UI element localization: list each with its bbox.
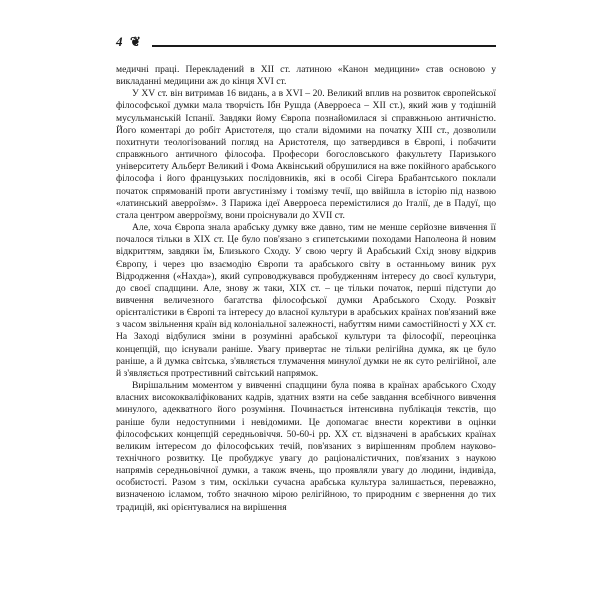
book-page xyxy=(116,34,496,514)
header-rule xyxy=(152,45,496,47)
paragraph-3: Але, хоча Європа знала арабську думку вже давно, тим не менше серйозне вивчення її почалося тільки в XIX ст. Це було пов'язано з єгипетськими походами Наполеона й новим відкриттям, завдяки їм, Близького Сходу. У свою чергу й Арабський Схід знову відкрив Європу, і через цю взаємодію Європи та арабського світу в останньому виник рух Відродження («Нахда»), який супроводжувався пробудженням інтересу до своєї культури, до своєї спадщини. Але, знову ж таки, XIX ст. – це тільки початок, перші підступи до вивчення величезного багатства філософської думки Арабського Сходу. Розквіт орієнталістики в Європі та інтересу до власної культури в арабських країнах пов'язаний вже з часом звільнення країн від колоніальної залежності, набуттям ними самостійності у XX ст. На Заході відбулися зміни в розумінні арабської культури та філософії, переоцінка концепцій, що існували раніше. Увагу привертає не тільки релігійна думка, як це було раніше, а й думка світська, з'являється тлумачення минулої думки не як суто релігійної, але й з'являється протрестивний світський напрямок. xyxy=(116,222,496,379)
paragraph-2: У XV ст. він витримав 16 видань, а в XVI – 20. Великий вплив на розвиток європейської філософської думки мала творчість Ібн Рушда (Аверроеса – XII ст.), який жив у тодішній мусульманській Іспанії. Завдяки йому Європа познайомилася зі справжньою античністю. Його коментарі до робіт Аристотеля, що стали відомими на початку XIII ст., дозволили похитнути теологізований погляд на Аристотеля, що затвердився в Європі, і побачити справжнього античного філософа. Професори богословського факультету Паризького університету Альберт Великий і Фома Аквінський обрушилися на вже покійного арабського філософа і його французьких послідовників, які в особі Сігера Брабантського поклали початок спрямованій проти августинізму і томізму течії, що ввійшла в історію під назвою «латинський аверроїзм». З Парижа ідеї Аверроеса перемістилися до Італії, де в Падуї, що стала центром аверроїзму, вони проіснували до XVII ст. xyxy=(116,88,496,221)
page-number: 4 xyxy=(116,34,123,49)
paragraph-4: Вирішальним моментом у вивченні спадщини була поява в країнах арабського Сходу власних висококваліфікованих кадрів, здатних взяти на себе завдання всебічного вивчення минулого, адекватного його розуміння. Починається інтенсивна публікація текстів, що раніше були недоступними і невідомими. Це допомагає внести корективи в оцінки філософських концепцій середньовіччя. 50-60-і рр. XX ст. відзначені в арабських країнах великим інтересом до філософських течій, пов'язаних з вирішенням проблем науково-технічного розвитку. Це пробуджує увагу до раціоналістичних, пов'язаних з наукою напрямів середньовічної думки, а також вчень, що проявляли увагу до людини, індивіда, особистості. Разом з тим, оскільки сучасна арабська культура залишається, переважно, визначеною ісламом, тобто значною мірою релігійною, то природним є звернення до тих традицій, які орієнтувалися на вирішення xyxy=(116,380,496,513)
page-body xyxy=(116,64,496,514)
page-header xyxy=(116,34,496,52)
fleuron-ornament-icon: ❦ xyxy=(130,34,141,49)
paragraph-1: медичні праці. Перекладений в XII ст. латиною «Канон медицини» став основою у викладанні медицини аж до кінця XVI ст. xyxy=(116,64,496,88)
